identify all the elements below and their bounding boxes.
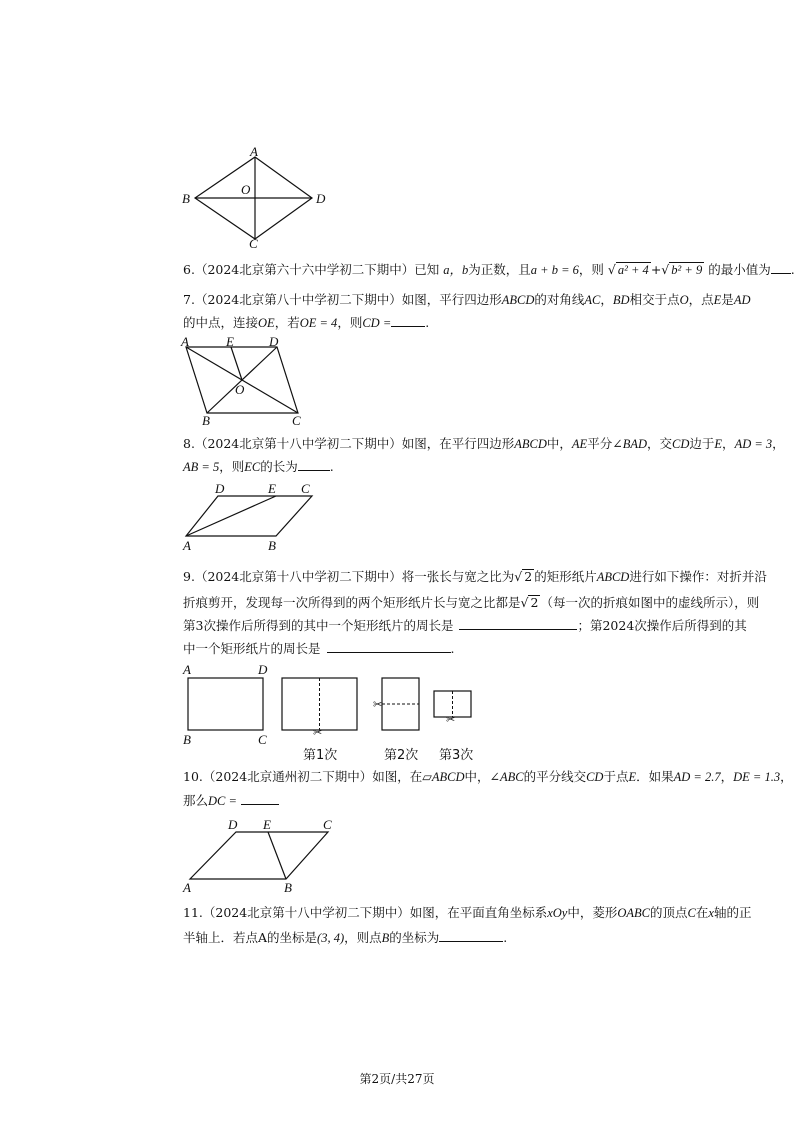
label-B: B (284, 880, 292, 895)
q7-parallelogram-figure (180, 335, 310, 427)
question-7-line-2: 的中点，连接OE，若OE = 4，则CD = . (183, 315, 430, 330)
q8-parallelogram-figure (180, 480, 320, 552)
answer-blank[interactable] (771, 261, 791, 274)
answer-blank[interactable] (241, 792, 279, 805)
label-D: D (258, 662, 268, 677)
label-D: D (215, 481, 225, 496)
label-D: D (228, 817, 238, 832)
label-A: A (183, 880, 191, 895)
page-footer: 第2页/共27页 (359, 1072, 435, 1086)
question-10-line-2: 那么DC = (183, 792, 279, 810)
label-C: C (323, 817, 332, 832)
label-O: O (235, 382, 245, 397)
answer-blank[interactable] (298, 458, 330, 471)
question-9-line-3: 第3次操作后所得到的其中一个矩形纸片的周长是 ；第2024次操作后所得到的其 (183, 618, 747, 633)
question-9-line-2: 折痕剪开，发现每一次所得到的两个矩形纸片长与宽之比都是√ 2 （每一次的折痕如图中的虚线所示），则 (183, 595, 760, 610)
label-A: A (181, 334, 189, 349)
label-B: B (202, 413, 210, 428)
scissors-icon: ✂ (313, 727, 323, 739)
label-C: C (301, 481, 310, 496)
label-A: A (183, 662, 191, 677)
label-B: B (182, 191, 190, 206)
answer-blank[interactable] (391, 314, 425, 327)
label-A: A (183, 538, 191, 553)
label-B: B (268, 538, 276, 553)
answer-blank[interactable] (459, 617, 577, 630)
question-6: 6.（2024北京第六十六中学初二下期中）已知 a，b为正数，且a + b = 6，则 √ a² + 4 +√ b² + 9 的最小值为 . (183, 262, 795, 277)
label-C: C (258, 732, 267, 747)
caption-step-2: 第2次 (384, 748, 419, 763)
rectangle-abcd (188, 678, 263, 730)
caption-step-3: 第3次 (439, 748, 474, 763)
q10-parallelogram-figure (180, 816, 340, 896)
question-9-line-4: 中一个矩形纸片的周长是 . (183, 641, 455, 656)
scissors-icon: ✂ (373, 699, 383, 711)
q9-rectangles-figure (180, 660, 480, 750)
label-B: B (183, 732, 191, 747)
scissors-icon: ✂ (446, 714, 456, 726)
rhombus-figure (180, 144, 330, 253)
question-10-line-1: 10.（2024北京通州初二下期中）如图，在▱ABCD中，∠ABC的平分线交CD于点E．如果AD = 2.7，DE = 1.3， (183, 769, 793, 784)
label-D: D (269, 334, 279, 349)
label-C: C (249, 236, 258, 251)
question-9-line-1: 9.（2024北京第十八中学初二下期中）将一张长与宽之比为√ 2 的矩形纸片ABCD进行如下操作：对折并沿 (183, 569, 767, 584)
question-7-line-1: 7.（2024北京第八十中学初二下期中）如图，平行四边形ABCD的对角线AC，BD相交于点O，点E是AD (183, 292, 751, 307)
segment-ae (186, 496, 276, 536)
label-D: D (316, 191, 326, 206)
label-E: E (268, 481, 276, 496)
label-O: O (241, 182, 251, 197)
label-E: E (226, 334, 234, 349)
parallelogram-outline (186, 496, 312, 536)
question-11-line-1: 11.（2024北京第十八中学初二下期中）如图，在平面直角坐标系xOy中，菱形OABC的顶点C在x轴的正 (183, 905, 752, 920)
question-8-line-1: 8.（2024北京第十八中学初二下期中）如图，在平行四边形ABCD中，AE平分∠BAD，交CD边于E，AD = 3， (183, 436, 785, 451)
bisector-be (268, 832, 286, 879)
label-C: C (292, 413, 301, 428)
answer-blank[interactable] (439, 929, 503, 942)
question-8-line-2: AB = 5，则EC的长为 . (183, 459, 334, 474)
answer-blank[interactable] (327, 640, 451, 653)
caption-step-1: 第1次 (303, 748, 338, 763)
label-E: E (263, 817, 271, 832)
label-A: A (250, 144, 258, 159)
parallelogram-outline (190, 832, 328, 879)
question-11-line-2: 半轴上．若点A的坐标是(3, 4)，则点B的坐标为 . (183, 930, 508, 945)
